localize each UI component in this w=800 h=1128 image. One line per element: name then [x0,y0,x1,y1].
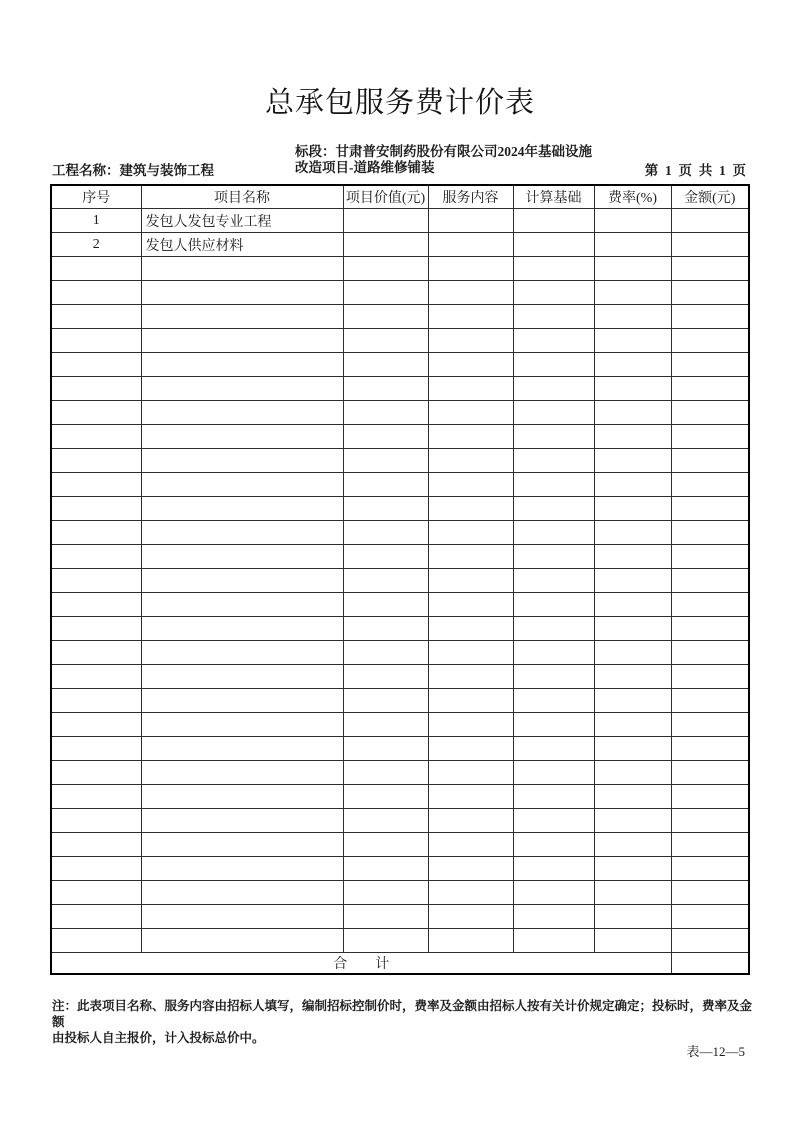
cell-name [141,641,343,665]
cell-service [428,929,513,953]
cell-amount [671,569,749,593]
cell-name [141,737,343,761]
cell-service [428,761,513,785]
cell-name [141,761,343,785]
cell-name: 发包人供应材料 [141,233,343,257]
cell-basis [513,737,594,761]
service-fee-table [50,184,750,975]
cell-value [343,785,428,809]
table-row [51,761,749,785]
cell-seq [51,929,141,953]
cell-service [428,857,513,881]
cell-service [428,257,513,281]
table-header-row [51,185,749,209]
cell-rate [594,665,671,689]
cell-basis [513,497,594,521]
column-header-amount: 金额(元) [671,185,749,209]
cell-service [428,329,513,353]
cell-basis [513,593,594,617]
cell-basis [513,305,594,329]
cell-amount [671,761,749,785]
cell-value [343,257,428,281]
cell-service [428,569,513,593]
column-header-service: 服务内容 [428,185,513,209]
cell-seq [51,353,141,377]
cell-rate [594,905,671,929]
cell-name [141,785,343,809]
cell-value [343,545,428,569]
cell-rate [594,209,671,233]
cell-basis [513,785,594,809]
cell-rate [594,449,671,473]
cell-basis [513,857,594,881]
cell-name [141,857,343,881]
cell-seq [51,761,141,785]
table-body [51,209,749,953]
cell-service [428,881,513,905]
table-row [51,449,749,473]
cell-amount [671,305,749,329]
cell-seq [51,473,141,497]
cell-seq [51,713,141,737]
cell-value [343,449,428,473]
cell-value [343,857,428,881]
table-row [51,497,749,521]
cell-amount [671,233,749,257]
cell-basis [513,809,594,833]
cell-name [141,617,343,641]
cell-value [343,689,428,713]
cell-amount [671,593,749,617]
cell-seq [51,569,141,593]
cell-basis [513,713,594,737]
cell-value [343,713,428,737]
cell-amount [671,425,749,449]
cell-rate [594,545,671,569]
table-row [51,689,749,713]
cell-rate [594,497,671,521]
total-amount-cell [671,953,749,975]
cell-amount [671,329,749,353]
cell-rate [594,257,671,281]
cell-rate [594,617,671,641]
cell-rate [594,761,671,785]
cell-basis [513,689,594,713]
section-line1: 标段：甘肃普安制药股份有限公司2024年基础设施 [295,144,592,159]
footnote-line2: 由投标人自主报价，计入投标总价中。 [52,1031,265,1045]
table-row [51,281,749,305]
cell-value [343,641,428,665]
cell-amount [671,281,749,305]
cell-amount [671,641,749,665]
cell-name [141,449,343,473]
cell-amount [671,521,749,545]
cell-rate [594,713,671,737]
cell-name [141,665,343,689]
column-header-seq: 序号 [51,185,141,209]
project-name-label: 工程名称：建筑与装饰工程 [52,163,214,178]
cell-amount [671,713,749,737]
cell-amount [671,497,749,521]
cell-value [343,473,428,497]
cell-basis [513,401,594,425]
cell-rate [594,521,671,545]
cell-name [141,929,343,953]
cell-seq [51,281,141,305]
cell-name [141,905,343,929]
cell-name [141,425,343,449]
table-row [51,377,749,401]
cell-seq [51,257,141,281]
cell-seq [51,521,141,545]
cell-service [428,713,513,737]
cell-rate [594,593,671,617]
table-row [51,569,749,593]
cell-rate [594,401,671,425]
cell-basis [513,905,594,929]
cell-value [343,617,428,641]
cell-basis [513,281,594,305]
cell-amount [671,449,749,473]
cell-service [428,233,513,257]
table-row [51,305,749,329]
cell-basis [513,257,594,281]
cell-amount [671,689,749,713]
cell-service [428,425,513,449]
cell-rate [594,353,671,377]
cell-rate [594,569,671,593]
table-row [51,353,749,377]
table-row [51,857,749,881]
table-row [51,545,749,569]
cell-name [141,881,343,905]
cell-name [141,521,343,545]
cell-amount [671,929,749,953]
cell-rate [594,833,671,857]
cell-service [428,617,513,641]
table-row [51,665,749,689]
cell-service [428,737,513,761]
cell-name [141,593,343,617]
table-row [51,617,749,641]
cell-service [428,281,513,305]
cell-name [141,329,343,353]
cell-value [343,569,428,593]
cell-basis [513,617,594,641]
table-row [51,833,749,857]
total-label: 合 计 [51,953,671,975]
cell-value [343,905,428,929]
cell-amount [671,257,749,281]
cell-seq [51,737,141,761]
cell-rate [594,305,671,329]
cell-seq [51,809,141,833]
cell-service [428,209,513,233]
cell-rate [594,425,671,449]
cell-name [141,377,343,401]
table-row [51,929,749,953]
cell-value [343,401,428,425]
cell-rate [594,857,671,881]
cell-service [428,449,513,473]
cell-rate [594,377,671,401]
cell-value [343,377,428,401]
page-number: 第 1 页 共 1 页 [644,163,746,178]
column-header-rate: 费率(%) [594,185,671,209]
cell-seq [51,881,141,905]
cell-basis [513,521,594,545]
cell-value [343,761,428,785]
table-row [51,521,749,545]
cell-seq [51,545,141,569]
cell-seq: 2 [51,233,141,257]
table-meta-header [50,144,748,180]
cell-seq [51,497,141,521]
cell-basis [513,665,594,689]
cell-name [141,569,343,593]
cell-value [343,521,428,545]
cell-basis [513,545,594,569]
cell-service [428,641,513,665]
cell-name [141,497,343,521]
cell-service [428,401,513,425]
cell-seq [51,617,141,641]
cell-seq [51,905,141,929]
page-title: 总承包服务费计价表 [264,87,535,119]
cell-rate [594,233,671,257]
cell-rate [594,329,671,353]
cell-service [428,905,513,929]
cell-service [428,785,513,809]
cell-seq: 1 [51,209,141,233]
cell-value [343,329,428,353]
cell-amount [671,209,749,233]
cell-amount [671,905,749,929]
cell-value [343,665,428,689]
cell-basis [513,881,594,905]
cell-value [343,809,428,833]
cell-basis [513,833,594,857]
table-row [51,473,749,497]
cell-basis [513,425,594,449]
cell-basis [513,353,594,377]
cell-name [141,689,343,713]
table-row [51,809,749,833]
cell-seq [51,305,141,329]
cell-value [343,233,428,257]
cell-amount [671,401,749,425]
cell-value [343,425,428,449]
cell-rate [594,473,671,497]
cell-amount [671,665,749,689]
cell-seq [51,833,141,857]
table-row [51,209,749,233]
cell-value [343,281,428,305]
cell-rate [594,785,671,809]
cell-rate [594,641,671,665]
table-row [51,881,749,905]
cell-rate [594,809,671,833]
cell-service [428,305,513,329]
cell-seq [51,449,141,473]
cell-service [428,473,513,497]
cell-name [141,353,343,377]
cell-seq [51,785,141,809]
cell-amount [671,785,749,809]
cell-value [343,833,428,857]
table-row [51,713,749,737]
cell-value [343,929,428,953]
cell-name [141,809,343,833]
cell-service [428,377,513,401]
section-label [295,144,615,175]
cell-seq [51,689,141,713]
form-code: 表—12—5 [686,1044,745,1059]
cell-name: 发包人发包专业工程 [141,209,343,233]
cell-amount [671,809,749,833]
section-line2: 改造项目-道路维修铺装 [295,159,435,175]
cell-name [141,713,343,737]
cell-service [428,809,513,833]
cell-service [428,545,513,569]
cell-value [343,593,428,617]
table-row [51,425,749,449]
cell-basis [513,449,594,473]
cell-rate [594,689,671,713]
table-row [51,593,749,617]
table-row [51,641,749,665]
cell-value [343,497,428,521]
cell-amount [671,737,749,761]
table-row [51,233,749,257]
column-header-name: 项目名称 [141,185,343,209]
cell-service [428,833,513,857]
cell-amount [671,377,749,401]
cell-amount [671,881,749,905]
cell-seq [51,593,141,617]
cell-value [343,353,428,377]
cell-basis [513,641,594,665]
cell-name [141,257,343,281]
cell-basis [513,473,594,497]
cell-amount [671,833,749,857]
cell-amount [671,617,749,641]
cell-service [428,689,513,713]
table-row [51,257,749,281]
cell-service [428,665,513,689]
cell-service [428,497,513,521]
cell-value [343,305,428,329]
cell-name [141,401,343,425]
cell-basis [513,329,594,353]
cell-basis [513,233,594,257]
table-row [51,329,749,353]
cell-name [141,473,343,497]
cell-seq [51,641,141,665]
cell-basis [513,929,594,953]
cell-basis [513,761,594,785]
column-header-basis: 计算基础 [513,185,594,209]
cell-seq [51,401,141,425]
table-row [51,737,749,761]
cell-rate [594,737,671,761]
cell-rate [594,881,671,905]
cell-rate [594,281,671,305]
table-row [51,401,749,425]
cell-value [343,209,428,233]
cell-rate [594,929,671,953]
cell-name [141,305,343,329]
cell-seq [51,329,141,353]
cell-amount [671,473,749,497]
cell-seq [51,665,141,689]
cell-basis [513,209,594,233]
table-row [51,785,749,809]
cell-amount [671,545,749,569]
cell-value [343,881,428,905]
cell-service [428,521,513,545]
cell-basis [513,377,594,401]
cell-value [343,737,428,761]
cell-name [141,833,343,857]
footnote [52,998,756,1046]
cell-service [428,353,513,377]
cell-amount [671,857,749,881]
column-header-value: 项目价值(元) [343,185,428,209]
cell-amount [671,353,749,377]
cell-name [141,545,343,569]
cell-seq [51,377,141,401]
cell-service [428,593,513,617]
footnote-line1: 注：此表项目名称、服务内容由招标人填写，编制招标控制价时，费率及金额由招标人按有关计价规定确定；投标时，费率及金额 [52,999,753,1029]
table-row [51,905,749,929]
cell-name [141,281,343,305]
cell-seq [51,857,141,881]
cell-basis [513,569,594,593]
cell-seq [51,425,141,449]
total-row [51,953,749,975]
